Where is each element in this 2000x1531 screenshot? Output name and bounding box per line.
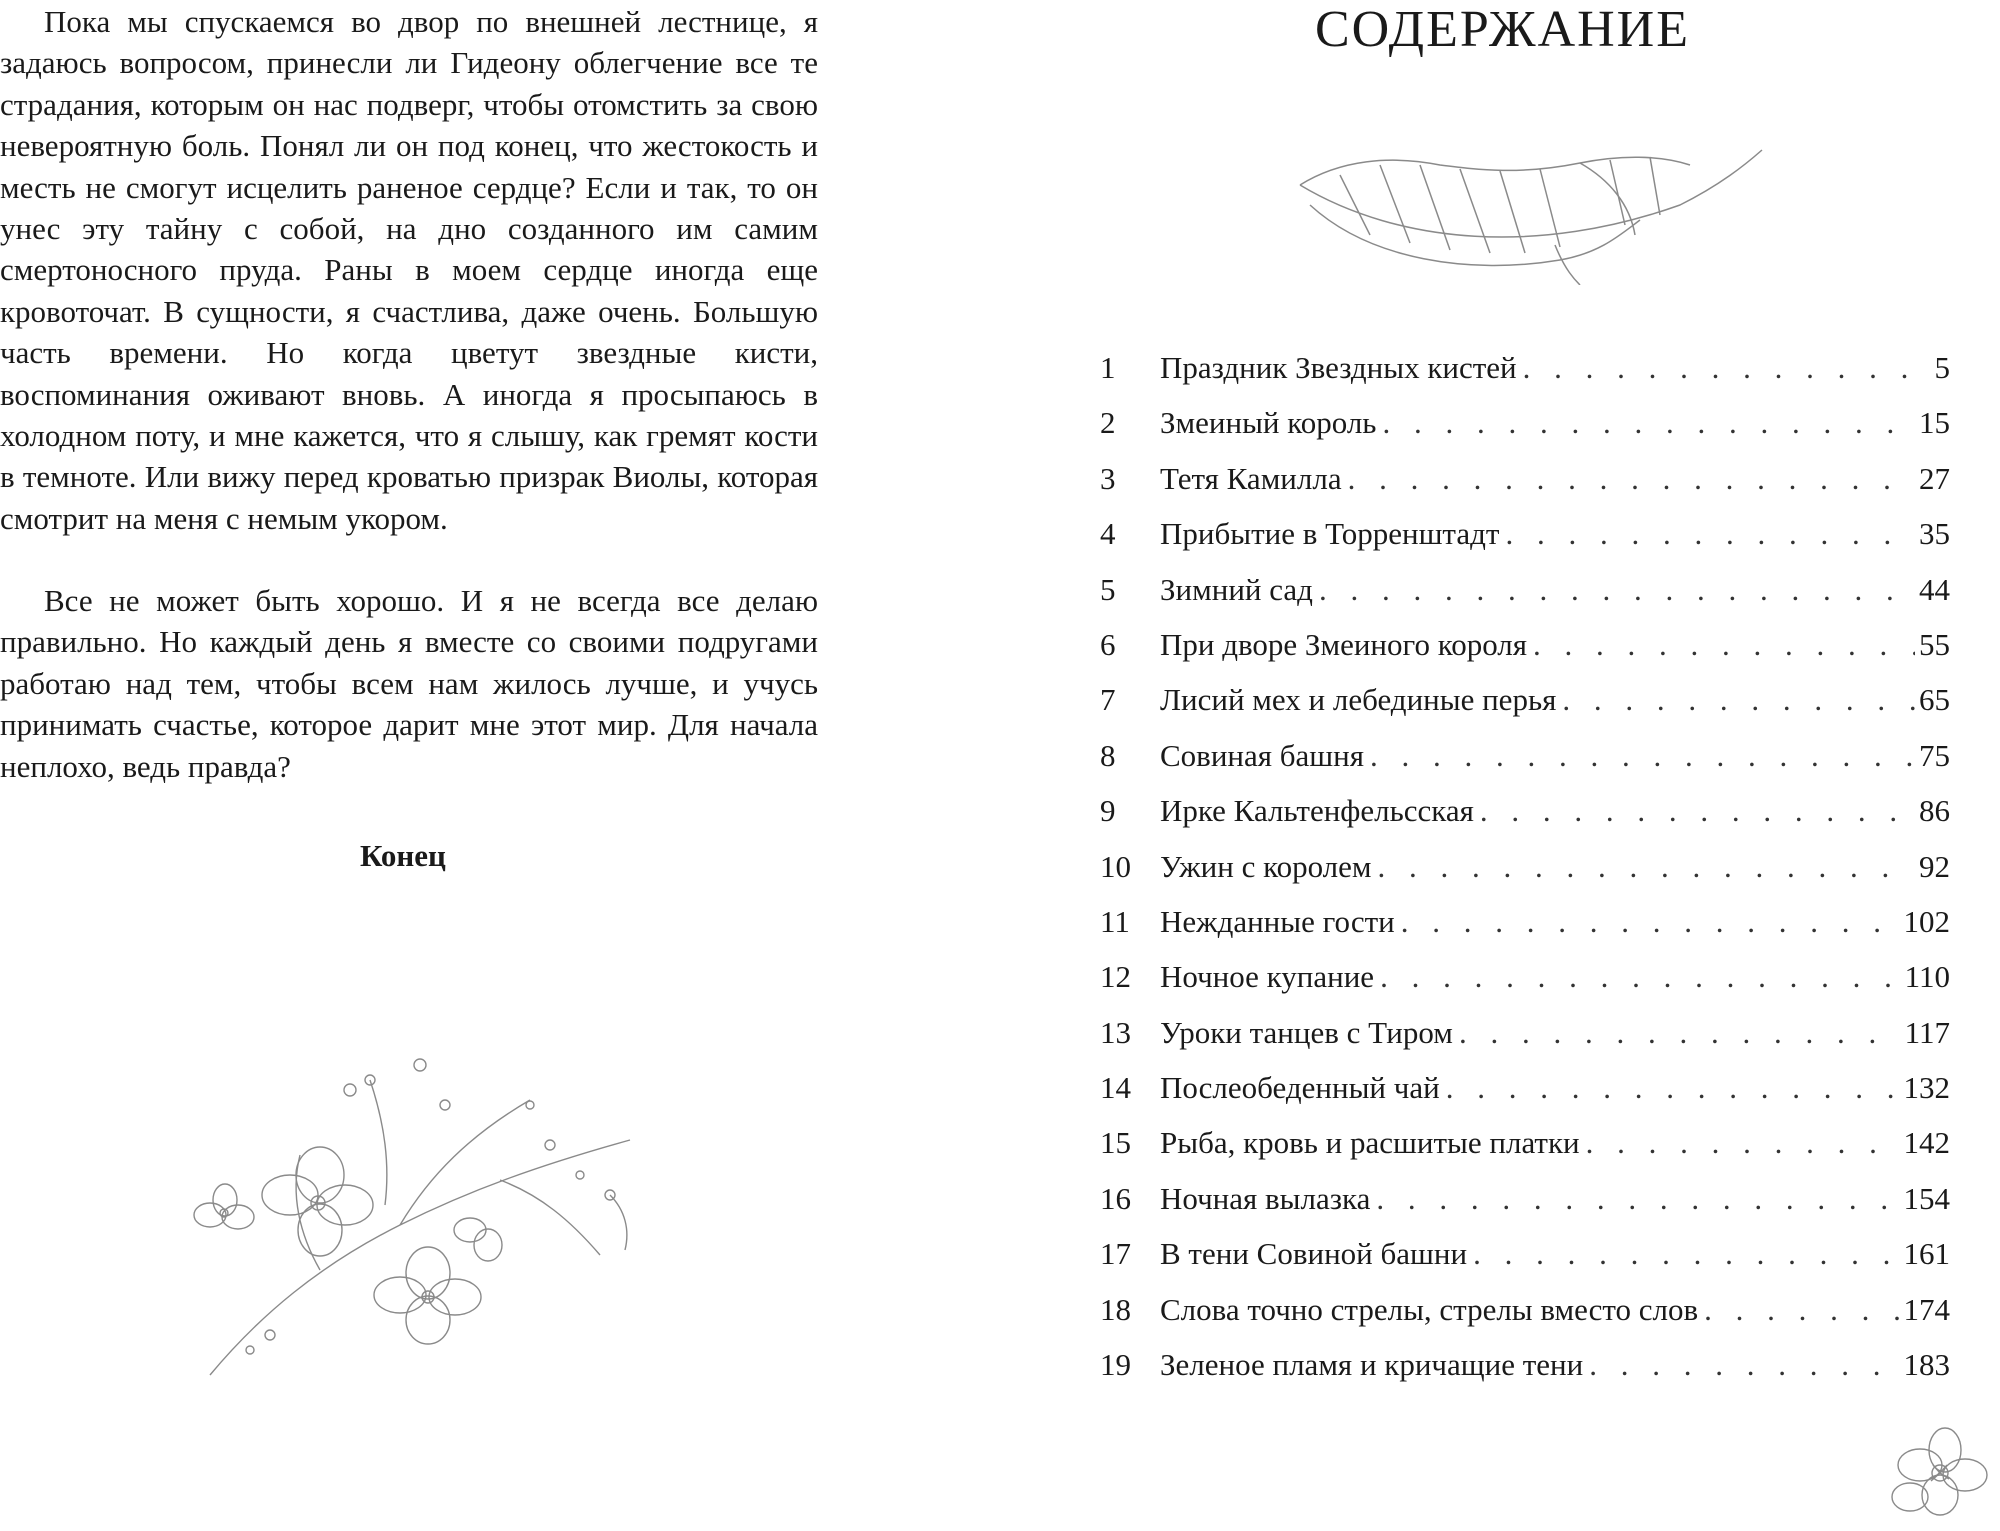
toc-entry[interactable] xyxy=(1100,350,1950,405)
toc-entry-number: 8 xyxy=(1100,737,1116,773)
toc-entry-page: 27 xyxy=(1919,460,1950,496)
flower-illustration xyxy=(1885,1425,1995,1525)
toc-entry[interactable] xyxy=(1100,461,1950,516)
toc-entry[interactable] xyxy=(1100,849,1950,904)
toc-leader-dots xyxy=(1440,1070,1900,1106)
toc-leader-dots xyxy=(1527,627,1915,663)
toc-leader-dots xyxy=(1342,461,1915,497)
toc-entry[interactable] xyxy=(1100,1236,1950,1291)
toc-entry-title: При дворе Змеиного короля xyxy=(1160,626,1528,662)
toc-entry-title: Ирке Кальтенфельсская xyxy=(1160,793,1474,829)
toc-entry[interactable] xyxy=(1100,904,1950,959)
toc-entry[interactable] xyxy=(1100,1181,1950,1236)
toc-entry-number: 14 xyxy=(1100,1070,1131,1106)
toc-entry[interactable] xyxy=(1100,793,1950,848)
toc-leader-dots xyxy=(1376,405,1915,441)
toc-leader-dots xyxy=(1580,1125,1900,1161)
toc-entry-title: Рыба, кровь и расшитые платки xyxy=(1160,1125,1580,1161)
toc-entry-title: Нежданные гости xyxy=(1160,903,1395,939)
toc-list xyxy=(1100,350,1950,1402)
toc-leader-dots xyxy=(1453,1015,1901,1051)
toc-entry-page: 75 xyxy=(1919,737,1950,773)
toc-entry-page: 44 xyxy=(1919,571,1950,607)
toc-entry-page: 65 xyxy=(1919,682,1950,718)
toc-entry-title: В тени Совиной башни xyxy=(1160,1236,1468,1272)
toc-entry-page: 15 xyxy=(1919,405,1950,441)
toc-entry-title: Зеленое пламя и кричащие тени xyxy=(1160,1347,1584,1383)
toc-entry[interactable] xyxy=(1100,405,1950,460)
toc-entry-title: Змеиный король xyxy=(1160,405,1377,441)
toc-leader-dots xyxy=(1474,793,1915,829)
toc-entry-number: 15 xyxy=(1100,1125,1131,1161)
toc-entry[interactable] xyxy=(1100,738,1950,793)
toc-leader-dots xyxy=(1374,959,1901,995)
end-label: Конец xyxy=(360,838,446,873)
toc-entry[interactable] xyxy=(1100,1125,1950,1180)
toc-entry[interactable] xyxy=(1100,1347,1950,1402)
toc-entry-number: 13 xyxy=(1100,1014,1131,1050)
toc-entry-number: 17 xyxy=(1100,1236,1131,1272)
feather-illustration xyxy=(1280,125,1770,285)
body-paragraph: Все не может быть хорошо. И я не всегда все делаю правильно. Но каждый день я вместе со своими подругами работаю над тем, чтобы всем нам жилось лучше, и учусь принимать счастье, которое дарит мне этот мир. Для начала неплохо, ведь правда? xyxy=(0,583,818,784)
toc-entry-page: 161 xyxy=(1903,1236,1950,1272)
toc-entry-title: Тетя Камилла xyxy=(1160,460,1342,496)
toc-entry-title: Слова точно стрелы, стрелы вместо слов xyxy=(1160,1291,1699,1327)
toc-leader-dots xyxy=(1313,572,1915,608)
toc-entry-title: Послеобеденный чай xyxy=(1160,1070,1440,1106)
toc-entry-page: 117 xyxy=(1904,1014,1950,1050)
toc-entry-number: 5 xyxy=(1100,571,1116,607)
toc-entry-page: 174 xyxy=(1903,1291,1950,1327)
toc-leader-dots xyxy=(1395,904,1900,940)
toc-entry-title: Праздник Звездных кистей xyxy=(1160,350,1517,385)
toc-entry-page: 86 xyxy=(1919,793,1950,829)
toc-leader-dots xyxy=(1583,1347,1899,1383)
toc-entry-number: 10 xyxy=(1100,848,1131,884)
left-page xyxy=(0,0,820,1531)
toc-entry-title: Совиная башня xyxy=(1160,737,1365,773)
body-paragraph: Пока мы спускаемся во двор по внешней лестнице, я задаюсь вопросом, принесли ли Гидеону облегчение все те страдания, которым он нас подверг, чтобы отомстить за свою невероятную боль. Понял ли он под конец, что жестокость и месть не смогут исцелить раненое сердце? Если и так, то он унес эту тайну с собой, на дно созданного им самим смертоносного пруда. Раны в моем сердце иногда еще кровоточат. В сущности, я счастлива, даже очень. Большую часть времени. Но когда цветут звездные кисти, воспоминания оживают вновь. А иногда я просыпаюсь в холодном поту, и мне кажется, что я слышу, как гремят кости в темноте. Или вижу перед кроватью призрак Виолы, которая смотрит на меня с немым укором. xyxy=(0,4,818,536)
toc-leader-dots xyxy=(1370,1181,1899,1217)
toc-leader-dots xyxy=(1517,350,1931,386)
toc-entry-title: Зимний сад xyxy=(1160,571,1313,607)
toc-entry-number: 3 xyxy=(1100,460,1116,496)
toc-entry-title: Ужин с королем xyxy=(1160,848,1372,884)
toc-entry[interactable] xyxy=(1100,1015,1950,1070)
toc-entry-page: 132 xyxy=(1903,1070,1950,1106)
toc-entry-number: 12 xyxy=(1100,959,1131,995)
toc-entry-title: Прибытие в Торренштадт xyxy=(1160,516,1500,552)
toc-leader-dots xyxy=(1556,682,1915,718)
toc-entry-page: 154 xyxy=(1903,1180,1950,1216)
toc-entry-number: 11 xyxy=(1100,903,1130,939)
toc-entry-page: 5 xyxy=(1934,350,1950,385)
toc-entry-title: Ночное купание xyxy=(1160,959,1375,995)
toc-leader-dots xyxy=(1467,1236,1899,1272)
toc-entry-title: Ночная вылазка xyxy=(1160,1180,1371,1216)
toc-entry-number: 2 xyxy=(1100,405,1116,441)
toc-entry[interactable] xyxy=(1100,959,1950,1014)
toc-entry-page: 92 xyxy=(1919,848,1950,884)
toc-leader-dots xyxy=(1364,738,1915,774)
toc-entry[interactable] xyxy=(1100,572,1950,627)
toc-entry-title: Лисий мех и лебединые перья xyxy=(1160,682,1557,718)
toc-entry[interactable] xyxy=(1100,627,1950,682)
toc-entry-page: 183 xyxy=(1903,1347,1950,1383)
toc-title: СОДЕРЖАНИЕ xyxy=(1315,1,1690,58)
toc-entry-number: 7 xyxy=(1100,682,1116,718)
toc-leader-dots xyxy=(1698,1292,1899,1328)
toc-entry-title: Уроки танцев с Тиром xyxy=(1160,1014,1453,1050)
toc-leader-dots xyxy=(1372,849,1915,885)
toc-entry-number: 1 xyxy=(1100,350,1116,385)
toc-entry-number: 18 xyxy=(1100,1291,1131,1327)
toc-entry-number: 6 xyxy=(1100,626,1116,662)
toc-entry-number: 9 xyxy=(1100,793,1116,829)
toc-entry-page: 35 xyxy=(1919,516,1950,552)
toc-entry-page: 102 xyxy=(1903,903,1950,939)
blossom-branch-illustration xyxy=(170,1045,650,1390)
toc-entry-number: 16 xyxy=(1100,1180,1131,1216)
right-page xyxy=(1030,0,2000,1531)
toc-entry[interactable] xyxy=(1100,1292,1950,1347)
toc-entry[interactable] xyxy=(1100,1070,1950,1125)
toc-entry[interactable] xyxy=(1100,516,1950,571)
toc-entry-page: 110 xyxy=(1904,959,1950,995)
toc-entry[interactable] xyxy=(1100,682,1950,737)
toc-entry-number: 4 xyxy=(1100,516,1116,552)
toc-entry-number: 19 xyxy=(1100,1347,1131,1383)
toc-entry-page: 55 xyxy=(1919,626,1950,662)
toc-entry-page: 142 xyxy=(1903,1125,1950,1161)
toc-leader-dots xyxy=(1499,516,1915,552)
